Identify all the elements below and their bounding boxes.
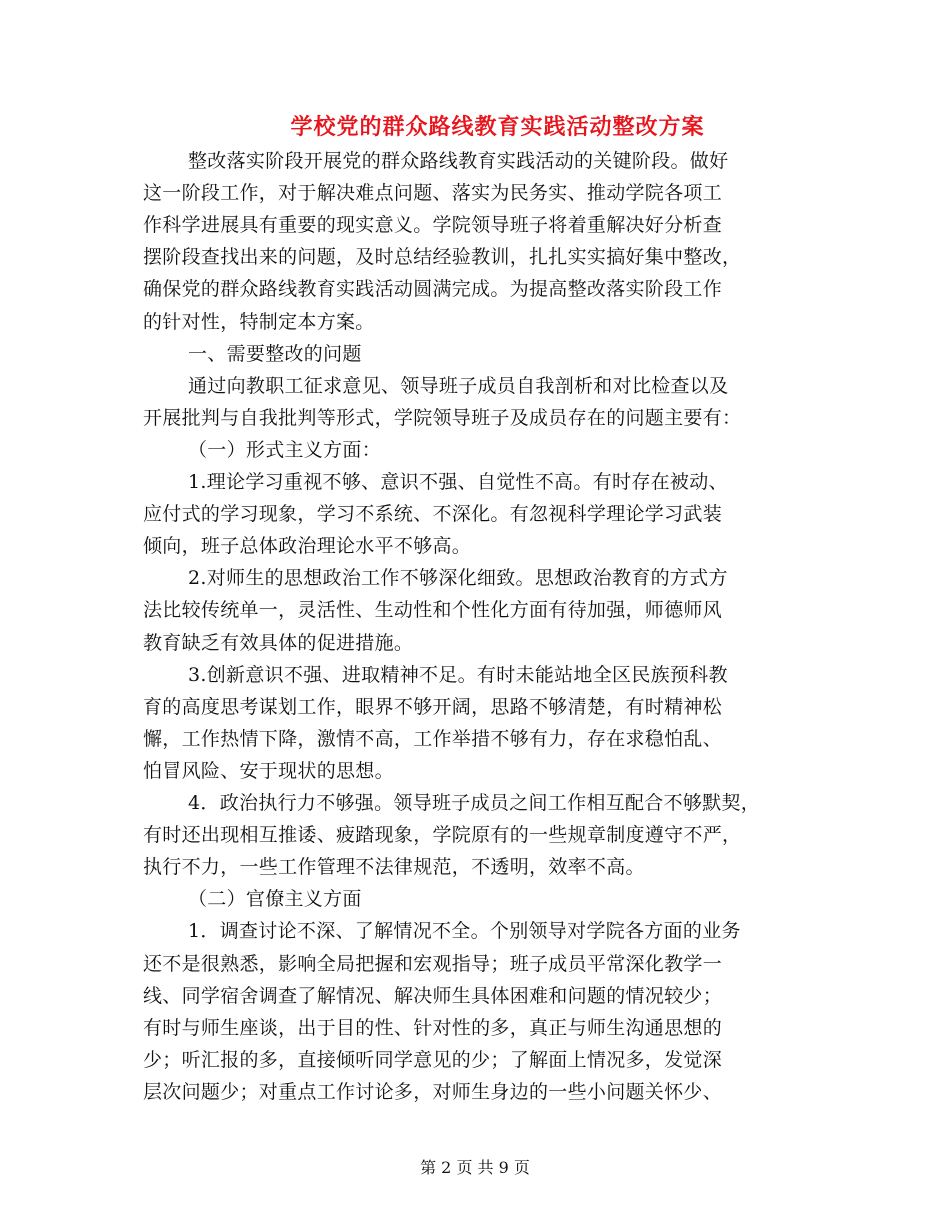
body-line: 开展批判与自我批判等形式，学院领导班子及成员存在的问题主要有： — [143, 406, 742, 429]
body-line: 4．政治执行力不够强。领导班子成员之间工作相互配合不够默契， — [188, 792, 761, 814]
body-line: 一、需要整改的问题 — [188, 342, 362, 365]
body-line: 摆阶段查找出来的问题，及时总结经验教训，扎扎实实搞好集中整改， — [143, 246, 742, 269]
body-line: 有时与师生座谈，出于目的性、针对性的多，真正与师生沟通思想的 — [143, 1016, 723, 1039]
document-title: 学校党的群众路线教育实践活动整改方案 — [290, 114, 705, 140]
body-line: 执行不力，一些工作管理不法律规范，不透明，效率不高。 — [143, 856, 645, 879]
body-line: 法比较传统单一，灵活性、生动性和个性化方面有待加强，师德师风 — [143, 599, 723, 622]
body-line: 教育缺乏有效具体的促进措施。 — [143, 631, 414, 654]
body-line: 应付式的学习现象，学习不系统、不深化。有忽视科学理论学习武装 — [143, 503, 723, 526]
body-line: 这一阶段工作，对于解决难点问题、落实为民务实、推动学院各项工 — [143, 182, 723, 205]
body-line: 还不是很熟悉，影响全局把握和宏观指导；班子成员平常深化教学一 — [143, 952, 723, 975]
body-line: 倾向，班子总体政治理论水平不够高。 — [143, 535, 472, 558]
body-line: 有时还出现相互推诿、疲踏现象，学院原有的一些规章制度遵守不严， — [143, 824, 742, 847]
body-line: 育的高度思考谋划工作，眼界不够开阔，思路不够清楚，有时精神松 — [143, 695, 723, 718]
body-line: （一）形式主义方面： — [188, 438, 382, 461]
body-line: （二）官僚主义方面 — [188, 888, 362, 911]
body-line: 1．调查讨论不深、了解情况不全。个别领导对学院各方面的业务 — [188, 920, 741, 943]
body-line: 线、同学宿舍调查了解情况、解决师生具体困难和问题的情况较少； — [143, 984, 723, 1007]
body-line: 少；听汇报的多，直接倾听同学意见的少；了解面上情况多，发觉深 — [143, 1048, 723, 1071]
body-line: 懈，工作热情下降，激情不高，工作举措不够有力，存在求稳怕乱、 — [143, 727, 723, 750]
body-line: 层次问题少；对重点工作讨论多，对师生身边的一些小问题关怀少、 — [143, 1080, 723, 1103]
body-line: 3.创新意识不强、进取精神不足。有时未能站地全区民族预科教 — [188, 663, 728, 686]
body-line: 作科学进展具有重要的现实意义。学院领导班子将着重解决好分析查 — [143, 214, 723, 237]
body-line: 怕冒风险、安于现状的思想。 — [143, 759, 394, 782]
body-line: 1.理论学习重视不够、意识不强、自觉性不高。有时存在被动、 — [188, 471, 728, 493]
body-line: 2.对师生的思想政治工作不够深化细致。思想政治教育的方式方 — [188, 567, 728, 590]
body-line: 通过向教职工征求意见、领导班子成员自我剖析和对比检查以及 — [188, 374, 729, 397]
body-line: 整改落实阶段开展党的群众路线教育实践活动的关键阶段。做好 — [188, 150, 729, 172]
body-line: 确保党的群众路线教育实践活动圆满完成。为提高整改落实阶段工作 — [143, 278, 723, 301]
body-line: 的针对性，特制定本方案。 — [143, 310, 375, 333]
page-footer: 第 2 页 共 9 页 — [420, 1158, 530, 1177]
